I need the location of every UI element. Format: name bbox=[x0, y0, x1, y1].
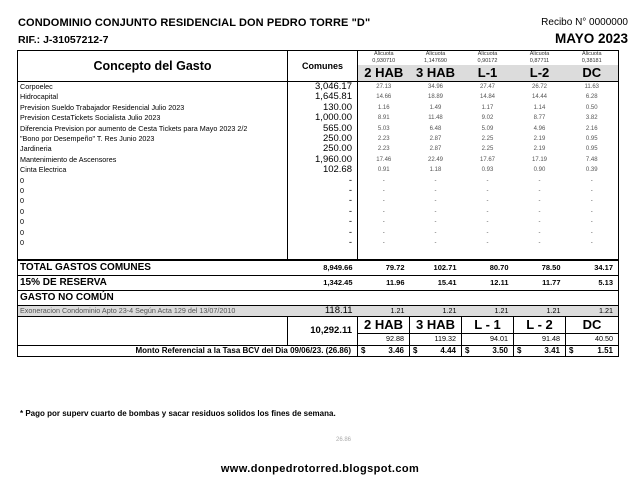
reference-amount-cell bbox=[358, 345, 410, 356]
expense-comunes: - bbox=[288, 186, 358, 196]
expense-share: 17.67 bbox=[479, 156, 495, 163]
alicuota-label: Alicuota bbox=[410, 51, 462, 59]
expense-table bbox=[17, 50, 619, 357]
expense-row bbox=[18, 207, 619, 217]
category-header: DC bbox=[566, 65, 619, 82]
expense-share: 2.87 bbox=[429, 146, 442, 153]
expense-share: 14.44 bbox=[531, 94, 547, 101]
reference-text: Monto Referencial a la Tasa BCV del Dia 09/06/23. (26.86) bbox=[135, 345, 351, 355]
bottom-share: 92.88 bbox=[358, 334, 410, 345]
alicuota-value: 0,38181 bbox=[566, 58, 619, 65]
bottom-category-row bbox=[18, 317, 619, 334]
total-label: TOTAL GASTOS COMUNES bbox=[18, 260, 288, 276]
total-share: 79.72 bbox=[358, 260, 410, 276]
expense-share: - bbox=[486, 177, 489, 184]
spacer-row bbox=[18, 249, 619, 260]
expense-share: - bbox=[538, 188, 541, 195]
expense-share: - bbox=[434, 177, 437, 184]
expense-share: 17.19 bbox=[531, 156, 547, 163]
expense-share: - bbox=[434, 219, 437, 226]
expense-comunes: 3,046.17 bbox=[288, 82, 358, 93]
reserve-share: 11.96 bbox=[358, 275, 410, 290]
reference-amount: 3.50 bbox=[492, 345, 508, 355]
expense-share: 9.02 bbox=[481, 115, 494, 122]
expense-share: - bbox=[382, 208, 385, 215]
expense-comunes: - bbox=[288, 176, 358, 186]
expense-name: Hidrocapital bbox=[18, 92, 288, 102]
expense-row bbox=[18, 228, 619, 238]
expense-share: 0.95 bbox=[566, 134, 619, 144]
reference-amount-cell bbox=[514, 345, 566, 356]
expense-comunes: 1,000.00 bbox=[288, 113, 358, 123]
expense-name: 0 bbox=[18, 176, 288, 186]
table-cell bbox=[18, 317, 288, 334]
expense-share: - bbox=[382, 198, 385, 205]
bottom-category-header: 3 HAB bbox=[410, 317, 462, 334]
table-cell bbox=[18, 334, 288, 345]
currency-symbol: $ bbox=[413, 345, 418, 355]
expense-share: 26.72 bbox=[514, 82, 566, 93]
bottom-share: 40.50 bbox=[566, 334, 619, 345]
table-cell bbox=[566, 249, 619, 260]
currency-symbol: $ bbox=[465, 345, 470, 355]
expense-share: 2.87 bbox=[429, 136, 442, 143]
total-share: 78.50 bbox=[514, 260, 566, 276]
reserve-comunes: 1,342.45 bbox=[288, 275, 358, 290]
bottom-share: 119.32 bbox=[410, 334, 462, 345]
total-share: 34.17 bbox=[566, 260, 619, 276]
alicuota-label: Alicuota bbox=[358, 51, 410, 59]
bottom-share: 91.48 bbox=[514, 334, 566, 345]
table-cell bbox=[514, 249, 566, 260]
alicuota-value: 0,90172 bbox=[477, 58, 498, 64]
total-comunes: 8,949.66 bbox=[288, 260, 358, 276]
expense-share: 2.16 bbox=[566, 124, 619, 134]
category-header: 3 HAB bbox=[410, 65, 462, 82]
reserve-row bbox=[18, 275, 619, 290]
expense-comunes: 130.00 bbox=[288, 103, 358, 113]
expense-share: - bbox=[538, 177, 541, 184]
expense-share: - bbox=[434, 229, 437, 236]
expense-share: - bbox=[566, 238, 619, 248]
expense-share: 14.84 bbox=[479, 94, 495, 101]
expense-share: - bbox=[538, 198, 541, 205]
bottom-share: 94.01 bbox=[462, 334, 514, 345]
expense-share: 0.95 bbox=[566, 144, 619, 154]
expense-share: 1.17 bbox=[481, 104, 494, 111]
non-common-label: GASTO NO COMÚN bbox=[18, 290, 619, 305]
expense-share: 17.46 bbox=[376, 156, 392, 163]
expense-comunes: - bbox=[288, 238, 358, 248]
expense-share: 5.09 bbox=[481, 125, 494, 132]
bottom-category-header: DC bbox=[566, 317, 619, 334]
exoneration-label: Exoneracion Condominio Apto 23-4 Según Acta 129 del 13/07/2010 bbox=[18, 305, 288, 316]
expense-share: 6.28 bbox=[566, 92, 619, 102]
expense-comunes: 250.00 bbox=[288, 144, 358, 154]
expense-share: - bbox=[434, 208, 437, 215]
expense-share: - bbox=[382, 229, 385, 236]
category-header: 2 HAB bbox=[358, 65, 410, 82]
expense-row bbox=[18, 82, 619, 93]
expense-name: Diferencia Prevision por aumento de Cesta Tickets para Mayo 2023 2/2 bbox=[18, 124, 288, 134]
expense-share: - bbox=[434, 240, 437, 247]
condominium-title: CONDOMINIO CONJUNTO RESIDENCIAL DON PEDRO TORRE "D" bbox=[18, 17, 371, 29]
expense-name: 0 bbox=[18, 238, 288, 248]
expense-row bbox=[18, 176, 619, 186]
expense-row bbox=[18, 92, 619, 102]
expense-share: - bbox=[538, 240, 541, 247]
expense-share: - bbox=[538, 208, 541, 215]
currency-symbol: $ bbox=[517, 345, 522, 355]
expense-row bbox=[18, 113, 619, 123]
expense-row bbox=[18, 155, 619, 165]
expense-share: - bbox=[486, 219, 489, 226]
expense-row bbox=[18, 196, 619, 206]
expense-share: 7.48 bbox=[566, 155, 619, 165]
expense-name: "Bono por Desempeño" T. Res Junio 2023 bbox=[18, 134, 288, 144]
expense-share: - bbox=[382, 188, 385, 195]
currency-symbol: $ bbox=[569, 345, 574, 355]
expense-name: Mantenimiento de Ascensores bbox=[18, 155, 288, 165]
expense-share: 2.19 bbox=[533, 146, 546, 153]
expense-share: - bbox=[538, 229, 541, 236]
concept-header: Concepto del Gasto bbox=[18, 51, 288, 82]
expense-share: 4.96 bbox=[533, 125, 546, 132]
rif-number: RIF.: J-31057212-7 bbox=[18, 34, 109, 46]
expense-share: - bbox=[382, 219, 385, 226]
alicuota-value: 1,147690 bbox=[424, 58, 447, 64]
alicuota-value: 0,87711 bbox=[529, 58, 550, 64]
reference-amount: 3.41 bbox=[544, 345, 560, 355]
expense-share: 0.39 bbox=[566, 165, 619, 175]
reference-amount: 1.51 bbox=[597, 345, 613, 355]
expense-share: - bbox=[434, 198, 437, 205]
expense-share: 0.93 bbox=[481, 167, 494, 174]
expense-name: Jardineria bbox=[18, 144, 288, 154]
expense-row bbox=[18, 144, 619, 154]
non-common-header-row bbox=[18, 290, 619, 305]
expense-name: Cinta Electrica bbox=[18, 165, 288, 175]
expense-row bbox=[18, 165, 619, 175]
expense-share: 1.16 bbox=[377, 104, 390, 111]
expense-share: 18.89 bbox=[427, 94, 443, 101]
billing-month: MAYO 2023 bbox=[554, 31, 628, 46]
expense-share: - bbox=[486, 229, 489, 236]
alicuota-label: Alicuota bbox=[514, 51, 566, 59]
expense-comunes: - bbox=[288, 217, 358, 227]
expense-share: 0.50 bbox=[566, 103, 619, 113]
total-share: 80.70 bbox=[462, 260, 514, 276]
expense-share: - bbox=[434, 188, 437, 195]
expense-row bbox=[18, 103, 619, 113]
exoneration-share: 1.21 bbox=[462, 305, 514, 316]
expense-share: 3.82 bbox=[566, 113, 619, 123]
expense-share: 11.63 bbox=[566, 82, 619, 93]
exoneration-share: 1.21 bbox=[566, 305, 619, 316]
expense-share: - bbox=[566, 186, 619, 196]
expense-share: 27.13 bbox=[358, 82, 410, 93]
reserve-share: 15.41 bbox=[410, 275, 462, 290]
expense-share: 34.96 bbox=[410, 82, 462, 93]
expense-name: Corpoelec bbox=[18, 82, 288, 93]
expense-share: - bbox=[382, 240, 385, 247]
expense-name: 0 bbox=[18, 228, 288, 238]
reserve-share: 12.11 bbox=[462, 275, 514, 290]
exoneration-row bbox=[18, 305, 619, 316]
expense-share: - bbox=[486, 198, 489, 205]
expense-share: 0.90 bbox=[533, 167, 546, 174]
expense-share: 8.91 bbox=[377, 115, 390, 122]
alicuota-label-row bbox=[18, 51, 619, 59]
table-cell bbox=[358, 249, 410, 260]
alicuota-value: 0,930710 bbox=[372, 58, 396, 64]
category-header: L-2 bbox=[514, 65, 566, 82]
expense-share: 6.48 bbox=[429, 125, 442, 132]
expense-share: 22.49 bbox=[427, 156, 443, 163]
reserve-share: 5.13 bbox=[566, 275, 619, 290]
reference-amount-cell bbox=[566, 345, 619, 356]
table-cell bbox=[288, 249, 358, 260]
expense-share: 11.48 bbox=[428, 115, 443, 122]
reference-amount: 3.46 bbox=[388, 345, 404, 355]
reserve-label: 15% DE RESERVA bbox=[18, 275, 288, 290]
expense-comunes: 565.00 bbox=[288, 124, 358, 134]
expense-comunes: - bbox=[288, 228, 358, 238]
expense-share: 0.91 bbox=[377, 167, 390, 174]
expense-comunes: - bbox=[288, 207, 358, 217]
reference-amount-cell bbox=[410, 345, 462, 356]
total-share: 102.71 bbox=[410, 260, 462, 276]
total-row bbox=[18, 260, 619, 276]
expense-share: 27.47 bbox=[462, 82, 514, 93]
expense-share: 1.49 bbox=[429, 104, 442, 111]
expense-share: 2.23 bbox=[377, 136, 390, 143]
alicuota-label: Alicuota bbox=[462, 51, 514, 59]
expense-name: Prevision CestaTickets Socialista Julio 2023 bbox=[18, 113, 288, 123]
expense-name: 0 bbox=[18, 186, 288, 196]
exoneration-share: 1.21 bbox=[514, 305, 566, 316]
bottom-category-header: L - 2 bbox=[514, 317, 566, 334]
expense-row bbox=[18, 186, 619, 196]
expense-share: - bbox=[486, 208, 489, 215]
expense-share: - bbox=[486, 240, 489, 247]
expense-share: - bbox=[566, 196, 619, 206]
expense-share: 8.77 bbox=[533, 115, 546, 122]
table-cell bbox=[18, 249, 288, 260]
rate-caption: 26.86 bbox=[336, 437, 352, 443]
grand-total: 10,292.11 bbox=[288, 317, 358, 345]
bottom-category-header: 2 HAB bbox=[358, 317, 410, 334]
category-header: L-1 bbox=[462, 65, 514, 82]
expense-share: - bbox=[538, 219, 541, 226]
footnote: * Pago por superv cuarto de bombas y sacar residuos solidos los fines de semana. bbox=[20, 409, 336, 418]
expense-comunes: 102.68 bbox=[288, 165, 358, 175]
expense-share: 5.03 bbox=[377, 125, 390, 132]
website-link[interactable]: www.donpedrotorred.blogspot.com bbox=[220, 463, 420, 475]
expense-share: 2.25 bbox=[481, 136, 494, 143]
expense-share: 2.23 bbox=[377, 146, 390, 153]
exoneration-share: 1.21 bbox=[410, 305, 462, 316]
reference-row bbox=[18, 345, 619, 356]
expense-name: 0 bbox=[18, 207, 288, 217]
table-cell bbox=[462, 249, 514, 260]
reference-label bbox=[18, 345, 358, 356]
currency-symbol: $ bbox=[361, 345, 366, 355]
expense-row bbox=[18, 124, 619, 134]
reserve-share: 11.77 bbox=[514, 275, 566, 290]
expense-share: - bbox=[566, 217, 619, 227]
receipt-number: Recibo N° 0000000 bbox=[541, 17, 628, 28]
comunes-header: Comunes bbox=[288, 51, 358, 82]
expense-share: 1.14 bbox=[533, 104, 546, 111]
expense-share: - bbox=[566, 228, 619, 238]
expense-share: 14.66 bbox=[376, 94, 392, 101]
expense-share: - bbox=[486, 188, 489, 195]
expense-comunes: 250.00 bbox=[288, 134, 358, 144]
expense-comunes: 1,645.81 bbox=[288, 92, 358, 102]
expense-comunes: 1,960.00 bbox=[288, 155, 358, 165]
expense-row bbox=[18, 134, 619, 144]
alicuota-label: Alicuota bbox=[566, 51, 619, 59]
reference-amount: 4.44 bbox=[440, 345, 456, 355]
expense-comunes: - bbox=[288, 196, 358, 206]
expense-row bbox=[18, 238, 619, 248]
reference-amount-cell bbox=[462, 345, 514, 356]
expense-share: 2.25 bbox=[481, 146, 494, 153]
expense-share: 2.19 bbox=[533, 136, 546, 143]
expense-name: 0 bbox=[18, 217, 288, 227]
expense-name: Prevision Sueldo Trabajador Residencial Julio 2023 bbox=[18, 103, 288, 113]
exoneration-comunes: 118.11 bbox=[288, 305, 358, 316]
bottom-category-header: L - 1 bbox=[462, 317, 514, 334]
expense-share: 1.18 bbox=[429, 167, 442, 174]
expense-share: - bbox=[382, 177, 385, 184]
expense-name: 0 bbox=[18, 196, 288, 206]
exoneration-share: 1.21 bbox=[358, 305, 410, 316]
expense-share: - bbox=[566, 176, 619, 186]
expense-row bbox=[18, 217, 619, 227]
expense-share: - bbox=[566, 207, 619, 217]
table-cell bbox=[410, 249, 462, 260]
